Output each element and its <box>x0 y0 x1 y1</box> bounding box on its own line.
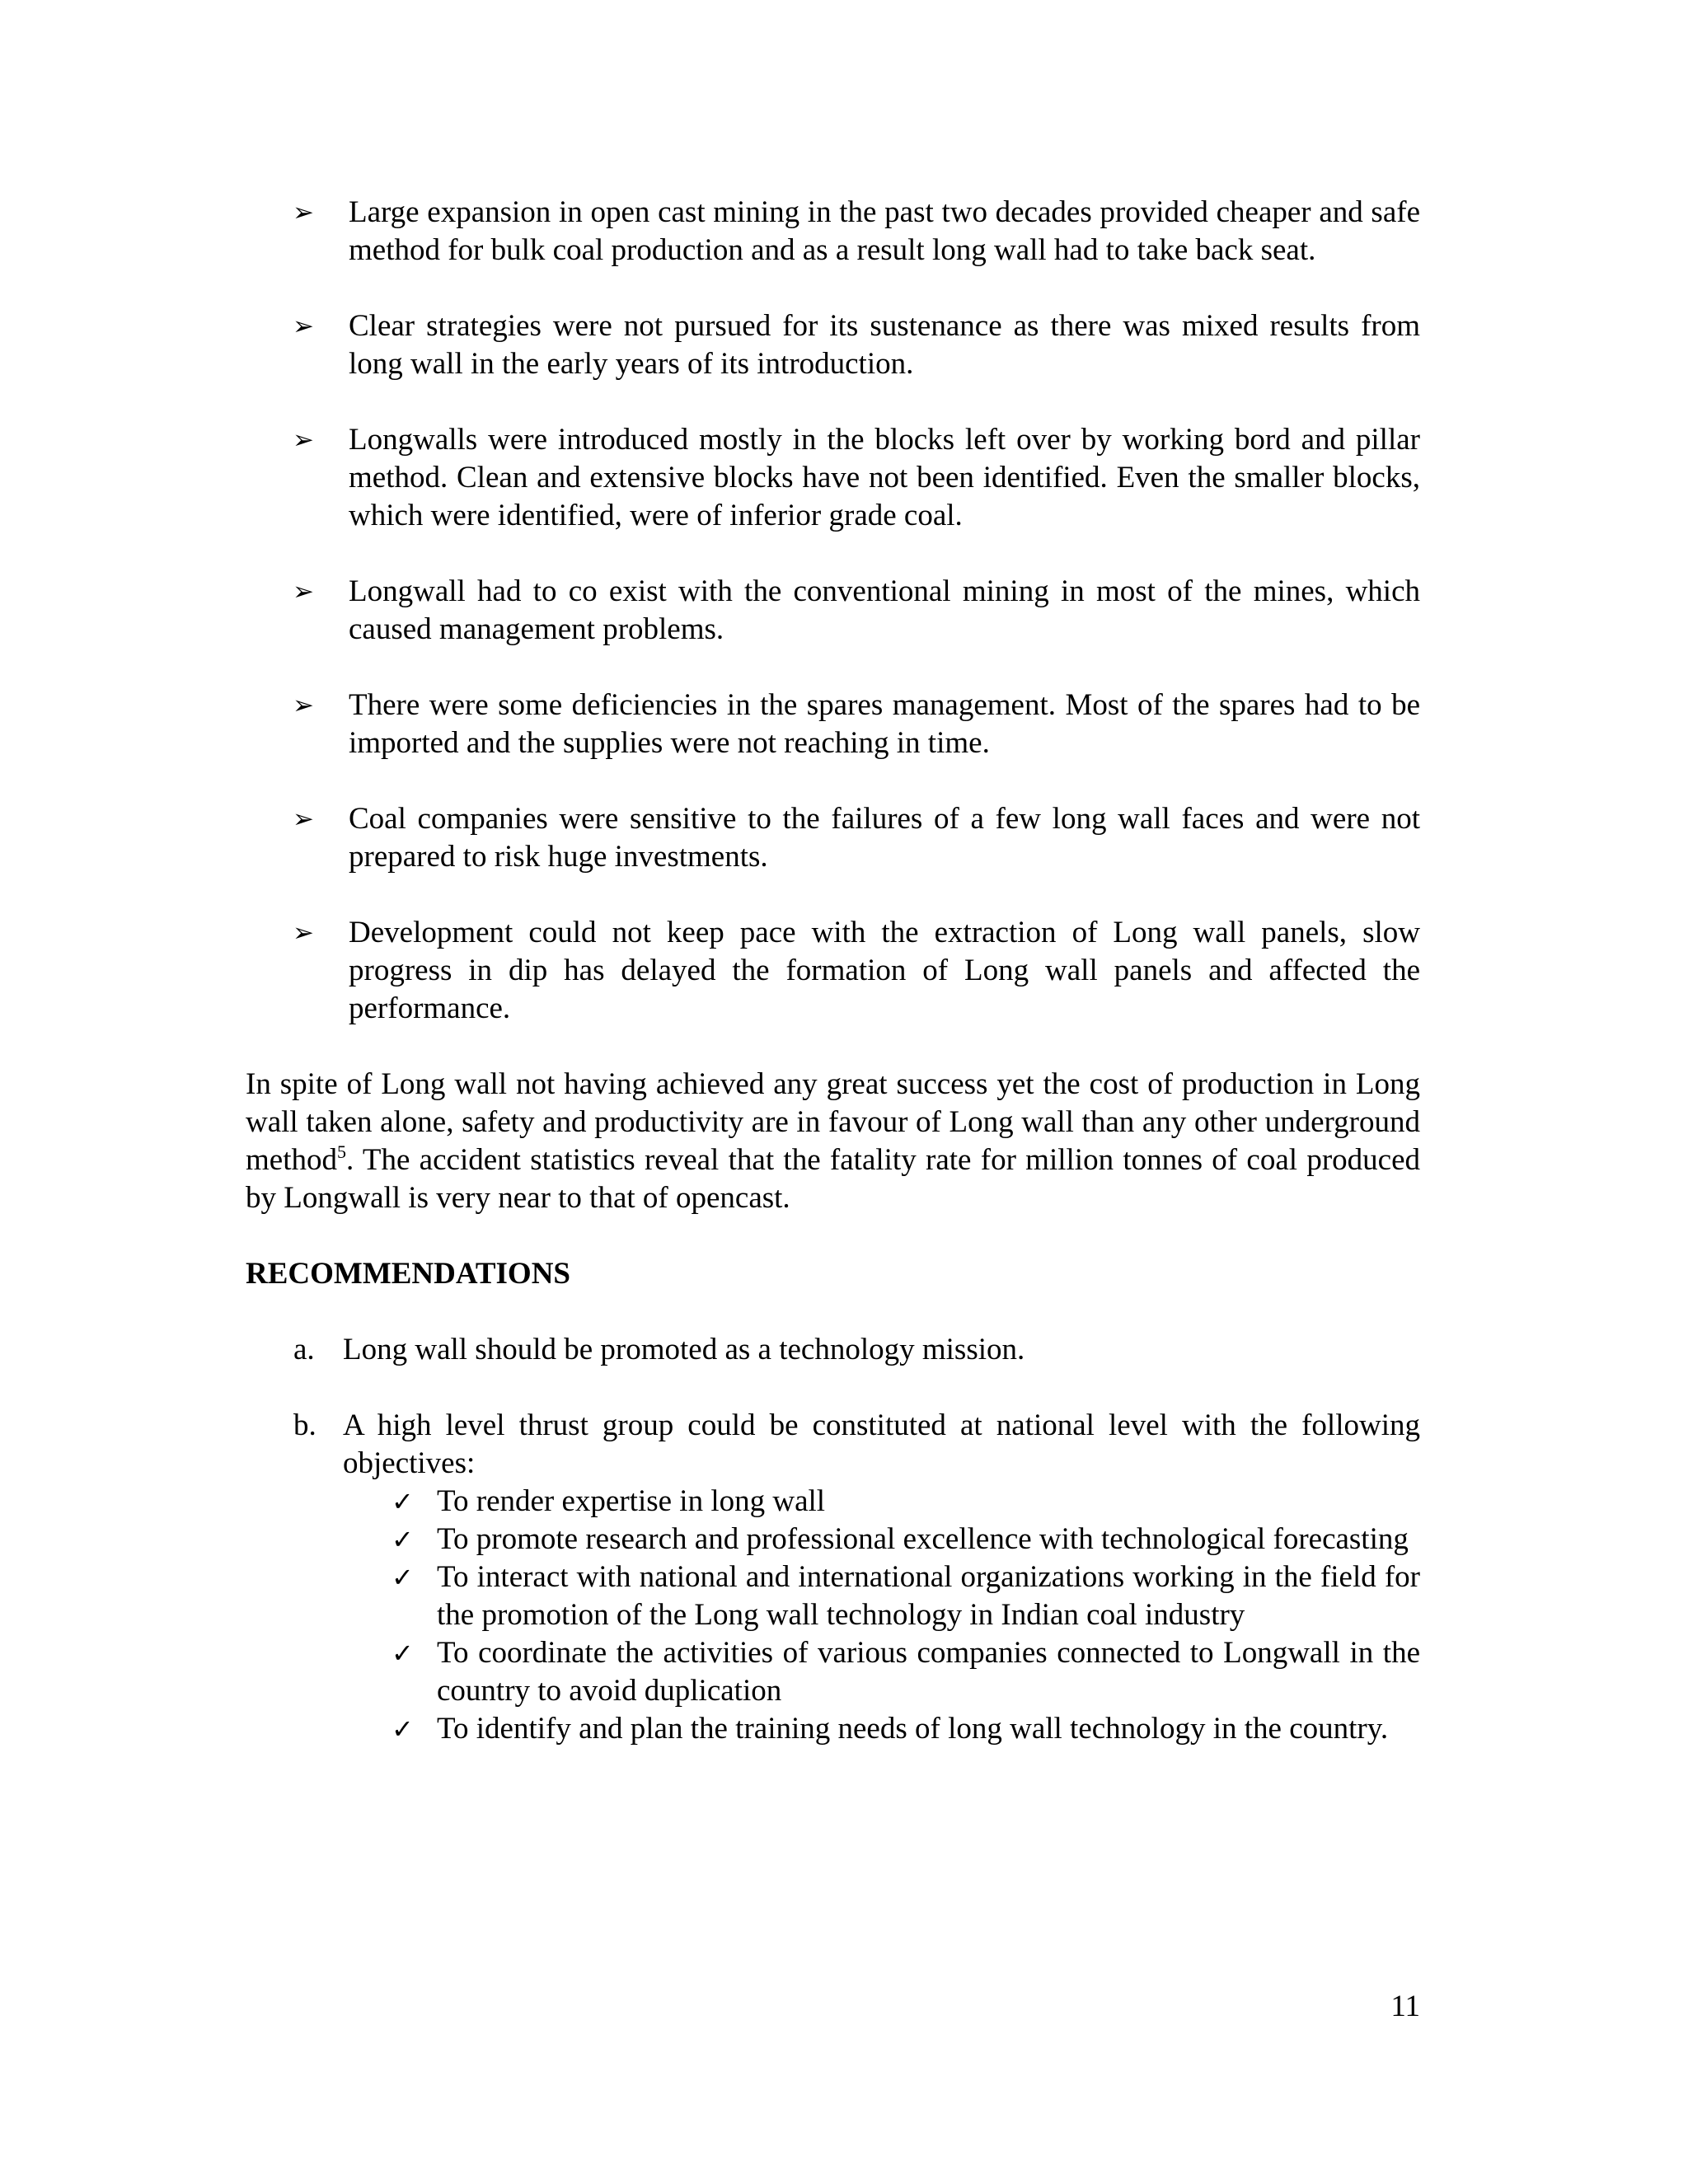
recommendation-text: Long wall should be promoted as a technology mission. <box>343 1333 1025 1366</box>
arrow-bullet-icon: ➢ <box>293 691 314 720</box>
objective-text: To promote research and professional excellence with technological forecasting <box>437 1522 1409 1556</box>
bullet-text: Large expansion in open cast mining in the past two decades provided cheaper and safe method for bulk coal production and as a result long wall had to take back seat. <box>349 195 1420 267</box>
objective-item <box>392 1521 1420 1558</box>
arrow-bullet-icon: ➢ <box>293 425 314 455</box>
list-marker-b: b. <box>293 1408 316 1442</box>
page-content <box>246 194 1420 1748</box>
recommendation-item-a <box>293 1331 1420 1369</box>
objective-text: To coordinate the activities of various companies connected to Longwall in the country to avoid duplication <box>437 1636 1420 1708</box>
reasons-bullet-list <box>246 194 1420 1028</box>
checkmark-icon: ✓ <box>392 1562 414 1593</box>
bullet-item <box>293 800 1420 876</box>
objective-item <box>392 1634 1420 1710</box>
checkmark-icon: ✓ <box>392 1638 414 1669</box>
reference-superscript: 5 <box>336 1141 346 1162</box>
objective-item <box>392 1710 1420 1748</box>
objective-text: To render expertise in long wall <box>437 1484 826 1518</box>
bullet-item <box>293 573 1420 649</box>
bullet-text: Clear strategies were not pursued for its sustenance as there was mixed results from long wall in the early years of its introduction. <box>349 309 1420 381</box>
arrow-bullet-icon: ➢ <box>293 198 314 227</box>
checkmark-icon: ✓ <box>392 1486 414 1517</box>
objective-item <box>392 1483 1420 1521</box>
recommendation-text: A high level thrust group could be constituted at national level with the following objectives: <box>343 1408 1420 1480</box>
bullet-text: Coal companies were sensitive to the failures of a few long wall faces and were not prepared to risk huge investments. <box>349 802 1420 874</box>
paragraph-text-end: . The accident statistics reveal that the fatality rate for million tonnes of coal produced by Longwall is very near to that of opencast. <box>246 1143 1420 1215</box>
bullet-item <box>293 194 1420 269</box>
checkmark-icon: ✓ <box>392 1713 414 1745</box>
paragraph-text-start: In spite of Long wall not having achieved any great success yet the cost of production in Long wall taken alone, safety and productivity are in favour of Long wall than any other underground method <box>246 1067 1420 1177</box>
arrow-bullet-icon: ➢ <box>293 312 314 341</box>
bullet-item <box>293 687 1420 762</box>
objectives-checklist <box>343 1483 1420 1748</box>
bullet-text: Development could not keep pace with the extraction of Long wall panels, slow progress in dip has delayed the formation of Long wall panels and affected the performance. <box>349 916 1420 1025</box>
recommendation-item-b <box>293 1407 1420 1748</box>
checkmark-icon: ✓ <box>392 1524 414 1555</box>
arrow-bullet-icon: ➢ <box>293 918 314 948</box>
objective-item <box>392 1558 1420 1634</box>
bullet-item <box>293 421 1420 535</box>
bullet-text: Longwalls were introduced mostly in the blocks left over by working bord and pillar method. Clean and extensive blocks have not been identified. Even the smaller blocks, which were identified, were of inferior grade coal. <box>349 423 1420 532</box>
page-number: 11 <box>1390 1990 1420 2023</box>
bullet-item <box>293 914 1420 1028</box>
arrow-bullet-icon: ➢ <box>293 577 314 607</box>
bullet-text: Longwall had to co exist with the conventional mining in most of the mines, which caused management problems. <box>349 574 1420 646</box>
recommendations-heading: RECOMMENDATIONS <box>246 1257 570 1291</box>
objective-text: To identify and plan the training needs of long wall technology in the country. <box>437 1712 1389 1746</box>
objective-text: To interact with national and international organizations working in the field for the promotion of the Long wall technology in Indian coal industry <box>437 1560 1420 1632</box>
summary-paragraph <box>246 1066 1420 1217</box>
bullet-item <box>293 307 1420 383</box>
list-marker-a: a. <box>293 1333 315 1366</box>
arrow-bullet-icon: ➢ <box>293 804 314 834</box>
bullet-text: There were some deficiencies in the spares management. Most of the spares had to be imported and the supplies were not reaching in time. <box>349 688 1420 760</box>
